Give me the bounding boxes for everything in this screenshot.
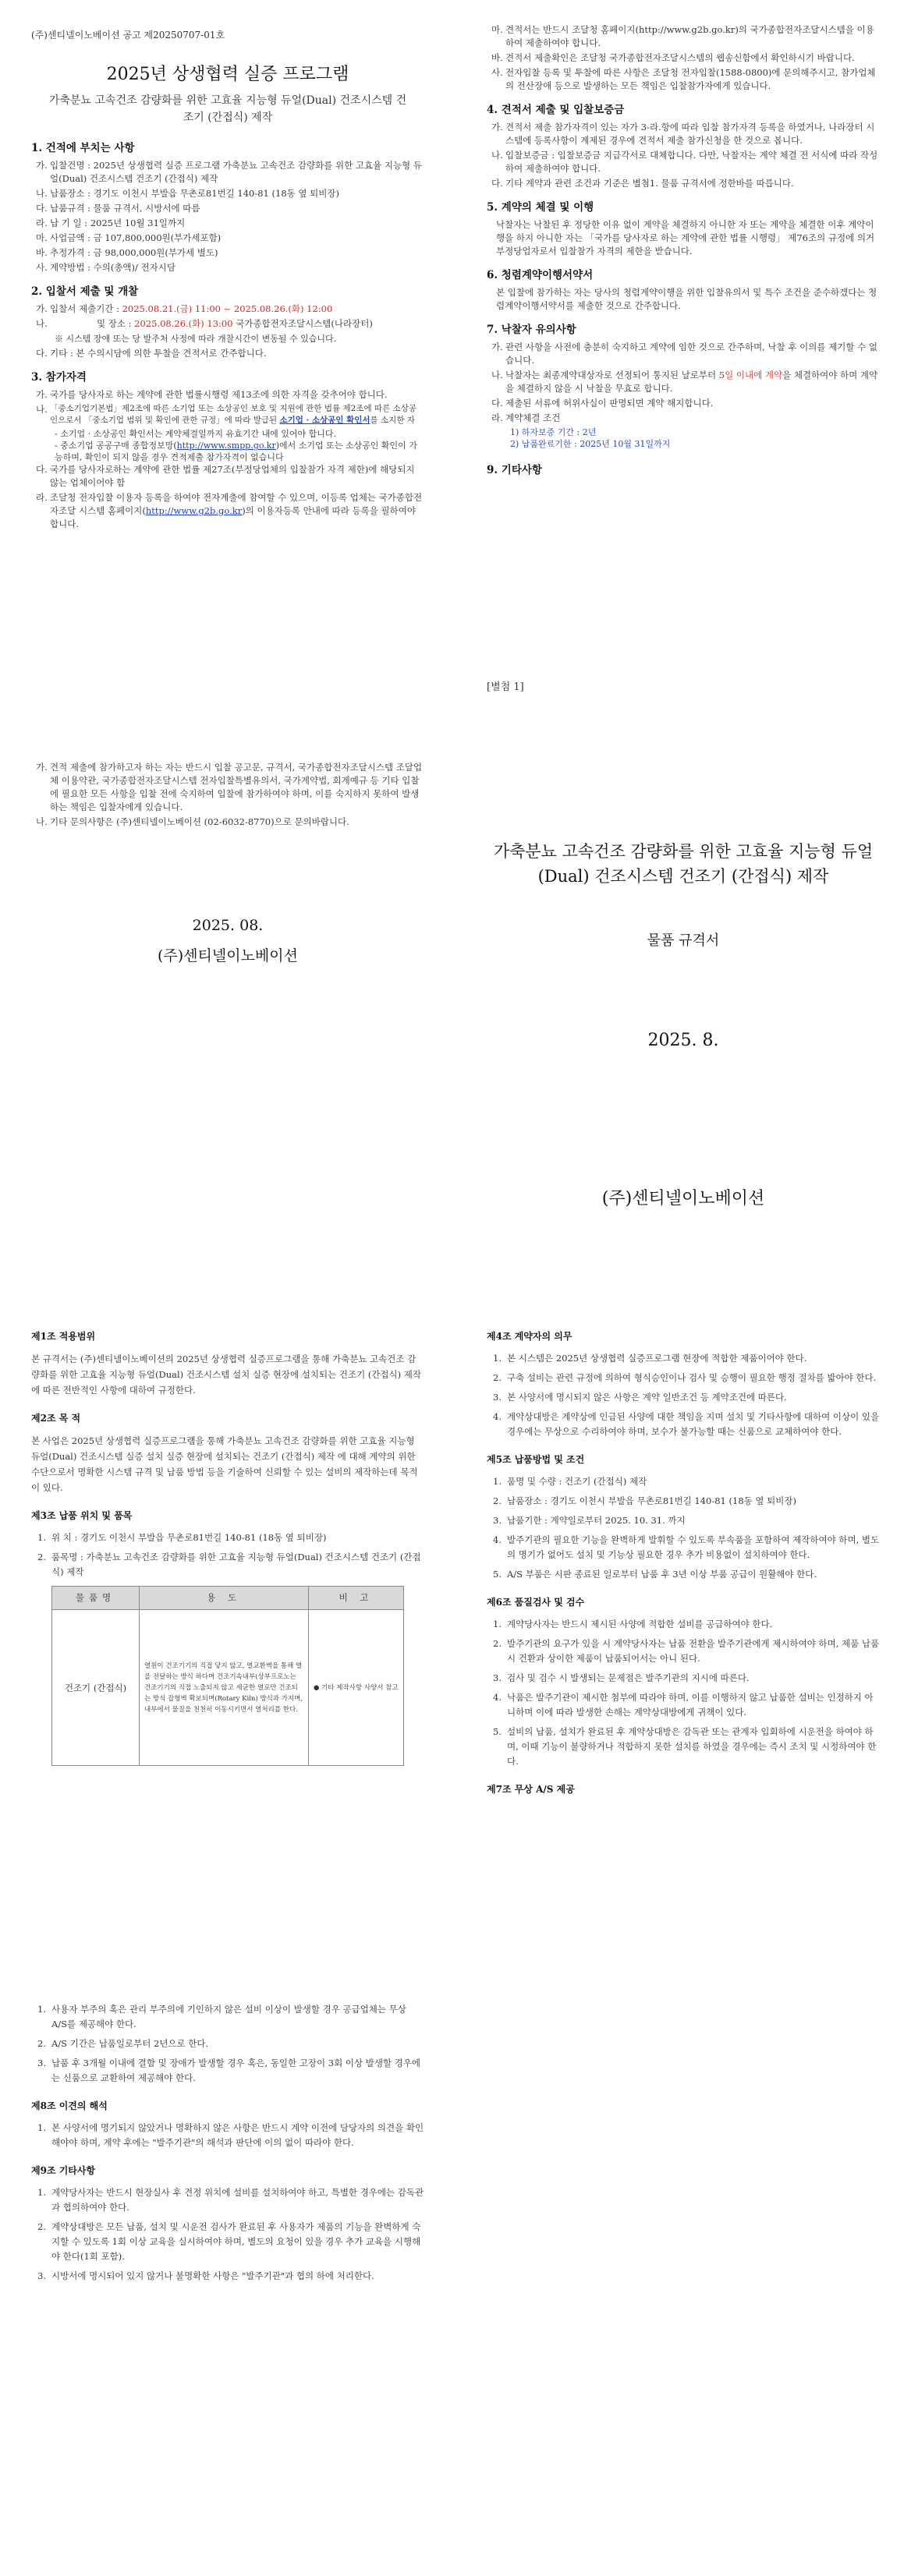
list-item [487, 1725, 880, 1769]
item-text: 입찰건명 : 2025년 상생협력 실증 프로그램 가축분뇨 고속건조 감량화를 위한 고효율 지능형 듀얼(Dual) 건조시스템 건조기 (간접식) 제작 [50, 160, 422, 184]
item-label: 4. [493, 1534, 502, 1545]
item-label: 1. [37, 2122, 46, 2133]
spec-page-2 [456, 1288, 911, 1932]
item-label: 4. [493, 1692, 502, 1703]
item-label: 나. [36, 188, 48, 199]
item-text: 계약당사자는 반드시 제시된 사양에 적합한 설비를 공급하여야 한다. [507, 1619, 773, 1629]
spec-date: 2025. 8. [647, 1031, 719, 1050]
notice-organization: (주)센티넬이노베이션 [157, 947, 298, 964]
item-label: 2. [493, 1638, 502, 1649]
list-item [487, 1513, 880, 1528]
smpp-link[interactable]: http://www.smpp.go.kr [176, 441, 276, 451]
list-item: 다. 국가를 당사자로하는 계약에 관한 법률 제27조(부정당업체의 입찰참가 자격 제한)에 해당되지 않는 업체이어야 함 [36, 464, 415, 488]
spec-title: 가축분뇨 고속건조 감량화를 위한 고효율 지능형 듀얼(Dual) 건조시스템 건조기 (간접식) 제작 [493, 842, 874, 886]
list-item [487, 1390, 880, 1405]
item-label: 3. [37, 2270, 46, 2281]
list-item [487, 1410, 880, 1439]
item-text: 납 기 일 : 2025년 10월 31일까지 [50, 218, 186, 228]
certificate-link[interactable]: 소기업 · 소상공인 확인서 [279, 416, 370, 425]
paragraph: 낙찰자는 낙찰된 후 정당한 이유 없이 계약을 체결하지 아니한 자 또는 계약을 체결한 이후 계약이행을 하지 아니한 자는 「국가를 당사자로 하는 계약에 관한 법률 시행령」 제76조의 규정에 의거 부정당업자로서 입찰참가 자격의 제한을 받습니다. [496, 219, 875, 257]
item-label: 마. [36, 232, 48, 243]
sub-item: - 중소기업 공공구매 종합정보망(http://www.smpp.go.kr)에서 소기업 또는 소상공인 확인이 가능하며, 확인이 되지 않을 경우 견적제출 참가자격이 없습니다 [55, 441, 417, 462]
note-text: ※ 시스템 장애 또는 당 발주처 사정에 따라 개찰시간이 변동될 수 있습니다. [55, 334, 337, 344]
list-item: 나. 및 장소 : 2025.08.26.(화) 13:00 국가종합전자조달시스템(나라장터) [36, 318, 373, 329]
table-header: 용 도 [140, 1587, 309, 1610]
notice-page-1 [0, 0, 456, 644]
list-item [487, 1533, 880, 1562]
article-text: 본 규격서는 (주)센티넬이노베이션의 2025년 상생협력 실증프로그램을 통해 가축분뇨 고속건조 감량화를 위한 고효율 지능형 듀얼(Dual) 건조시스템 설치 실증 현장에 설치되는 건조기 (간접식) 제작 에 따른 전반적인 사항에 대하여 규정한다. [31, 1353, 422, 1396]
item-text: 기타 계약과 관련 조건과 기준은 별첨1. 물품 규격서에 정한바를 따릅니다. [505, 178, 794, 189]
item-text: 견적서는 반드시 조달청 홈페이지(http://www.g2b.go.kr)의 국가종합전자조달시스템을 이용하여 제출하여야 합니다. [505, 24, 874, 48]
item-label: 다. [491, 178, 503, 189]
section-heading: 4. 견적서 제출 및 입찰보증금 [487, 104, 625, 116]
article-text: 본 사업은 2025년 상생협력 실증프로그램을 통해 가축분뇨 고속건조 감량화를 위한 고효율 지능형 듀얼(Dual) 건조시스템 실증 설치 실증 현장에 설치되는 건조기 (간접식) 제작 에 대해 계약의 위한 수단으로서 명확한 시스템 규격 및 납품 방법 등을 기술하여 신뢰할 수 있는 설비의 제작하는데 목적이 있다. [31, 1435, 418, 1493]
item-label: 3. [493, 1515, 502, 1526]
item-text: 견적 제출에 참가하고자 하는 자는 반드시 입찰 공고문, 규격서, 국가종합전자조달시스템 조달업체 이용약관, 국가종합전자조달시스템 전자입찰특별유의서, 국가계약법, 회계예규 등 기타 입찰에 필요한 모든 사항을 입찰 전에 숙지하여 입찰에 참가하여야 하며, 이를 숙지하지 못하여 발생하는 책임은 입찰자에게 있습니다. [50, 762, 423, 812]
item-text: 기타 문의사항은 (주)센티넬이노베이션 (02-6032-8770)으로 문의바랍니다. [50, 816, 349, 827]
annex-label: [별첨 1] [487, 681, 524, 693]
list-item [487, 1567, 880, 1582]
remark-cell: ● 기타 제작사항 사양서 참고 [309, 1610, 404, 1766]
spec-page-3 [0, 1932, 456, 2576]
list-item [31, 2002, 424, 2032]
item-label: 사. [491, 67, 503, 78]
item-label: 3. [493, 1392, 502, 1403]
list-item: 가. 국가를 당사자로 하는 계약에 관한 법률시행령 제13조에 의한 자격을 갖추어야 합니다. [36, 389, 388, 400]
item-text: A/S 부품은 시판 종료된 일로부터 납품 후 3년 이상 부품 공급이 원활해야 한다. [507, 1569, 817, 1580]
item-text: 납품장소 : 경기도 이천시 부발읍 무촌로81번길 140-81 (18동 옆 퇴비장) [507, 1495, 796, 1506]
list-item [487, 177, 880, 190]
article-heading: 제7조 무상 A/S 제공 [487, 1784, 575, 1795]
list-item: 라. 계약체결 조건 [491, 412, 561, 423]
section-heading: 9. 기타사항 [487, 464, 542, 476]
item-text: 견적서 제출확인은 조달청 국가종합전자조달시스템의 웹송신함에서 확인하시기 바랍니다. [505, 52, 855, 63]
article-heading: 제6조 품질검사 및 검수 [487, 1597, 585, 1608]
item-label: 1. [37, 1532, 46, 1543]
condition-item: 1) 하자보증 기간 : 2년 [510, 427, 597, 437]
list-item [31, 232, 424, 245]
item-text: 설비의 납품, 설치가 완료된 후 계약상대방은 감독관 또는 관계자 입회하에 시운전을 하여야 하며, 이때 기능이 불량하거나 적합하지 못한 설치를 하였을 경우에는 즉시 조치 및 시정하여야 한다. [507, 1726, 877, 1767]
list-item [31, 2036, 424, 2051]
item-text: 납품기한 : 계약일로부터 2025. 10. 31. 까지 [507, 1515, 686, 1526]
notice-page-2 [456, 0, 911, 644]
item-label: 라. [36, 218, 48, 228]
spec-organization: (주)센티넬이노베이션 [601, 1189, 765, 1208]
notice-body [487, 23, 880, 481]
item-text: 시방서에 명시되어 있지 않거나 불명확한 사항은 "발주기관"과 협의 하에 처리한다. [51, 2270, 374, 2281]
item-label: 2. [37, 2038, 46, 2049]
item-label: 1. [37, 2187, 46, 2198]
item-label: 사. [36, 262, 48, 273]
spec-body [487, 1316, 880, 1804]
item-label: 1. [493, 1476, 502, 1487]
list-item [31, 761, 424, 814]
g2b-link[interactable]: http://www.g2b.go.kr [145, 505, 243, 516]
spec-page-1 [0, 1288, 456, 1932]
section-heading: 6. 청렴계약이행서약서 [487, 269, 594, 281]
article-heading: 제2조 목 적 [31, 1413, 81, 1424]
article-heading: 제1조 적용범위 [31, 1331, 96, 1342]
item-label: 3. [37, 2058, 46, 2068]
item-text: 품목명 : 가축분뇨 고속건조 감량화를 위한 고효율 지능형 듀얼(Dual) 건조시스템 건조기 (간접식) 제작 [51, 1552, 421, 1577]
item-label: 3. [493, 1672, 502, 1683]
program-title: 2025년 상생협력 실증 프로그램 [106, 65, 349, 84]
item-label: 5. [493, 1726, 502, 1737]
table-row [52, 1610, 404, 1766]
item-label: 가. [36, 762, 48, 773]
list-item [487, 1494, 880, 1509]
list-item [31, 261, 424, 274]
list-item [487, 1637, 880, 1666]
item-label: 나. [491, 150, 503, 161]
opening-time: 2025.08.26.(화) 13:00 [134, 318, 233, 329]
item-label: 2. [493, 1372, 502, 1383]
item-label: 나. [36, 816, 48, 827]
item-text: A/S 기간은 납품일로부터 2년으로 한다. [51, 2038, 209, 2049]
item-label: 마. [491, 24, 503, 35]
list-item: 나. 낙찰자는 최종계약대상자로 선정되어 통지된 날로부터 5일 이내에 계약을 체결하여야 하며 계약을 체결하지 않을 시 낙찰을 무효로 합니다. [491, 370, 878, 394]
spec-subtitle: 물품 규격서 [647, 932, 720, 949]
table-header: 물품명 [52, 1587, 140, 1610]
item-text: 검사 및 검수 시 발생되는 문제점은 발주기관의 지시에 따른다. [507, 1672, 750, 1683]
list-item [31, 2185, 424, 2215]
list-item [31, 2220, 424, 2264]
list-item [31, 816, 424, 829]
section-heading: 3. 참가자격 [31, 371, 87, 384]
item-label: 2. [37, 1552, 46, 1562]
list-item [31, 187, 424, 200]
list-item [31, 202, 424, 215]
item-text: 낙품은 발주기관이 제시한 첨부에 따라야 하며, 이를 이행하지 않고 납품한 설비는 인정하지 아니하며 이에 따라 발생한 손해는 계약상대방에게 귀책이 있다. [507, 1692, 874, 1718]
article-heading: 제9조 기타사항 [31, 2165, 96, 2176]
usage-cell: 열원이 건조기기의 직접 닿지 않고, 열교환벽을 통해 열을 전달하는 방식 하다며 건조기속내부(상부프로노는 건조기기의 직접 노출되지 않고 세균한 열로만 건조되는 방식 잡형벽 확보되며(Rotary Kiln) 방식과 가지며, 내부에서 물질을 천천히 이동시키면서 열처리를 한다. [140, 1610, 309, 1766]
item-text: 위 치 : 경기도 이천시 부발읍 무촌로81번길 140-81 (18동 옆 퇴비장) [51, 1532, 327, 1543]
list-item [487, 1351, 880, 1366]
list-item: 가. 관련 사항을 사전에 충분히 숙지하고 계약에 임한 것으로 간주하며, 낙찰 후 이의를 제기할 수 없습니다. [491, 341, 877, 366]
item-label: 2. [37, 2221, 46, 2232]
program-subtitle: 가축분뇨 고속건조 감량화를 위한 고효율 지능형 듀얼(Dual) 건조시스템 건조기 (간접식) 제작 [48, 94, 407, 124]
item-label: 1. [37, 2004, 46, 2015]
list-item: 나. 「중소기업기본법」제2조에 따른 소기업 또는 소상공인 보호 및 지원에 관한 법률 제2조에 따른 소상공인으로서 「중소기업 범위 및 확인에 관한 규정」에 따라 발급된 소기업 · 소상공인 확인서를 소지한 자 [36, 404, 417, 425]
item-text: 계약상대방은 모든 납품, 설치 및 시운전 검사가 완료된 후 사용자가 제품의 기능을 완벽하게 숙지할 수 있도록 1회 이상 교육을 실시하여야 하며, 별도의 요청이 있을 경우 추가 교육을 시행해야 한다(1회 포함). [51, 2221, 421, 2262]
item-label: 2. [493, 1495, 502, 1506]
deadline-text: 2025.08.21.(금) 11:00 ~ 2025.08.26.(화) 12:00 [122, 303, 333, 314]
sub-item: - 소기업 · 소상공인 확인서는 계약체결일까지 유효기간 내에 있어야 합니다. [55, 429, 336, 439]
item-label: 4. [493, 1411, 502, 1422]
list-item [31, 246, 424, 260]
section-heading: 1. 건적에 부치는 사항 [31, 142, 135, 154]
list-item [31, 1550, 424, 1580]
item-label: 바. [491, 52, 503, 63]
list-item [487, 23, 880, 50]
item-text: 입찰보증금 : 입찰보증금 지급각서로 대체합니다. 다만, 낙찰자는 계약 체결 전 서식에 따라 작성하여 제출하여야 합니다. [505, 150, 878, 174]
item-label: 1. [493, 1353, 502, 1364]
section-heading: 7. 낙찰자 유의사항 [487, 324, 576, 336]
item-text: 납품 후 3개월 이내에 결함 및 장애가 발생할 경우 혹은, 동일한 고장이 3회 이상 발생할 경우에는 신품으로 교환하여 제공해야 한다. [51, 2058, 421, 2083]
list-item: 가. 입찰서 제출기간 : 2025.08.21.(금) 11:00 ~ 2025.08.26.(화) 12:00 [36, 303, 333, 314]
item-text: 계약방법 : 수의(총액)/ 전자시담 [50, 262, 175, 273]
item-label: 1. [493, 1619, 502, 1629]
item-text: 사용자 부주의 혹은 관리 부주의에 기인하지 않은 설비 이상이 발생할 경우 공급업체는 무상 A/S를 제공해야 한다. [51, 2004, 406, 2029]
list-item [31, 1530, 424, 1545]
item-text: 전자입찰 등록 및 투찰에 따른 사항은 조달청 전자입찰(1588-0800)에 문의해주시고, 참가업체의 전산장애 등으로 발생하는 모든 책임은 입찰참가자에게 있습니다. [505, 67, 876, 91]
list-item [31, 217, 424, 230]
notice-body [31, 761, 424, 830]
product-name-cell: 건조기 (간접식) [52, 1610, 140, 1766]
item-text: 본 시스템은 2025년 상생협력 실증프로그램 현장에 적합한 제품이어야 한다. [507, 1353, 807, 1364]
list-item [487, 1474, 880, 1489]
item-label: 가. [491, 122, 503, 133]
item-text: 추정가격 : 금 98,000,000원(부가세 별도) [50, 247, 218, 258]
article-heading: 제8조 이견의 해석 [31, 2100, 108, 2111]
section-heading: 2. 입찰서 제출 및 개찰 [31, 285, 139, 298]
spec-body [31, 1316, 424, 1766]
item-text: 본 사양서에 명기되지 않았거나 명확하지 않은 사항은 반드시 계약 이전에 담당자의 의견을 확인해야야 하며, 계약 후에는 "발주기관"의 해석과 판단에 이의 없이 따라야 한다. [51, 2122, 424, 2148]
item-text: 납품장소 : 경기도 이천시 부발읍 무촌로81번길 140-81 (18동 옆 퇴비장) [50, 188, 339, 199]
item-text: 발주기관의 필요한 기능을 완벽하게 발휘할 수 있도록 부속품을 포함하여 제작하여야 하며, 별도의 명기가 없어도 설치 및 기능상 필요한 경우 추가 비용없이 설치하여야 한다. [507, 1534, 880, 1560]
item-label: 5. [493, 1569, 502, 1580]
notice-date: 2025. 08. [192, 917, 264, 934]
paragraph: 본 입찰에 참가하는 자는 당사의 청렴계약이행을 위한 입찰유의서 및 특수 조건을 준수하겠다는 청렴계약이행서약서를 제출한 것으로 간주합니다. [496, 287, 877, 311]
article-heading: 제3조 납품 위치 및 품목 [31, 1510, 133, 1521]
list-item: 다. 기타 : 본 수의시담에 의한 투찰을 견적서로 간주합니다. [36, 348, 267, 359]
item-text: 품명 및 수량 : 건조기 (간접식) 제작 [507, 1476, 647, 1487]
list-item [487, 1671, 880, 1686]
item-label: 다. [36, 203, 48, 214]
table-header: 비 고 [309, 1587, 404, 1610]
notice-number: (주)센티넬이노베이션 공고 제20250707-01호 [31, 30, 225, 41]
item-text: 견적서 제출 참가자격이 있는 자가 3-라.항에 따라 입찰 참가자격 등록을 하였거나, 나라장터 시스템에 등록사항이 계제된 경우에 견적서 제출 참가신청을 한 것으로 봅니다. [505, 122, 875, 146]
item-text: 사업금액 : 금 107,800,000원(부가세포함) [50, 232, 222, 243]
list-item [487, 121, 880, 147]
contract-deadline: 5일 이내에 계약 [718, 370, 783, 380]
list-item [487, 149, 880, 175]
item-label: 가. [36, 160, 48, 171]
list-item [31, 159, 424, 186]
item-text: 구축 설비는 관련 규정에 의하여 형식승인이나 검사 및 승행이 필요한 행정 절차를 밟아야 한다. [507, 1372, 877, 1383]
list-item [487, 51, 880, 65]
list-item [487, 66, 880, 93]
list-item: 다. 제출된 서류에 허위사실이 판명되면 계약 해지합니다. [491, 398, 714, 409]
list-item [487, 1371, 880, 1385]
list-item: 라. 조달청 전자입찰 이용자 등록을 하여야 전자계출에 참여할 수 있으며, 이등록 업체는 국가종합전자조달 시스템 홈페이지(http://www.g2b.go.kr)의 이용자등록 안내에 따라 등록을 필하여야 합니다. [36, 492, 423, 529]
item-text: 계약당사자는 반드시 현장실사 후 견정 위치에 설비를 설치하여야 하고, 특별한 경우에는 감독관과 협의하여야 한다. [51, 2187, 424, 2213]
condition-item: 2) 납품완료기한 : 2025년 10월 31일까지 [510, 439, 671, 449]
article-heading: 제4조 계약자의 의무 [487, 1331, 572, 1342]
notice-body [31, 131, 424, 533]
list-item [31, 2056, 424, 2086]
list-item [487, 1690, 880, 1720]
blank-page [456, 1932, 911, 2576]
section-heading: 5. 계약의 체결 및 이행 [487, 201, 594, 214]
spec-cover-page [456, 644, 911, 1288]
article-heading: 제5조 납품방법 및 조건 [487, 1454, 585, 1465]
spec-table [51, 1586, 404, 1766]
item-label: 바. [36, 247, 48, 258]
item-text: 납품규격 : 물품 규격서, 시방서에 따름 [50, 203, 200, 214]
list-item [31, 2121, 424, 2150]
list-item [487, 1617, 880, 1632]
item-text: 본 사양서에 명시되지 않은 사항은 계약 일반조건 등 계약조건에 따른다. [507, 1392, 787, 1403]
item-text: 계약상대방은 계약상에 인급된 사양에 대한 책임을 지며 설치 및 기타사항에 대하여 이상이 있을 경우에는 무상으로 수리하여야 하며, 보수가 불가능할 때는 신품으로 교체하여야 한다. [507, 1411, 880, 1437]
item-text: 발주기관의 요구가 있을 시 계약당사자는 납품 전환을 발주기관에게 제시하여야 하며, 제품 납품 시 건환과 상이한 제품이 납품되어서는 아니 된다. [507, 1638, 880, 1664]
notice-page-3 [0, 644, 456, 1288]
spec-body [31, 2002, 424, 2288]
list-item [31, 2269, 424, 2284]
